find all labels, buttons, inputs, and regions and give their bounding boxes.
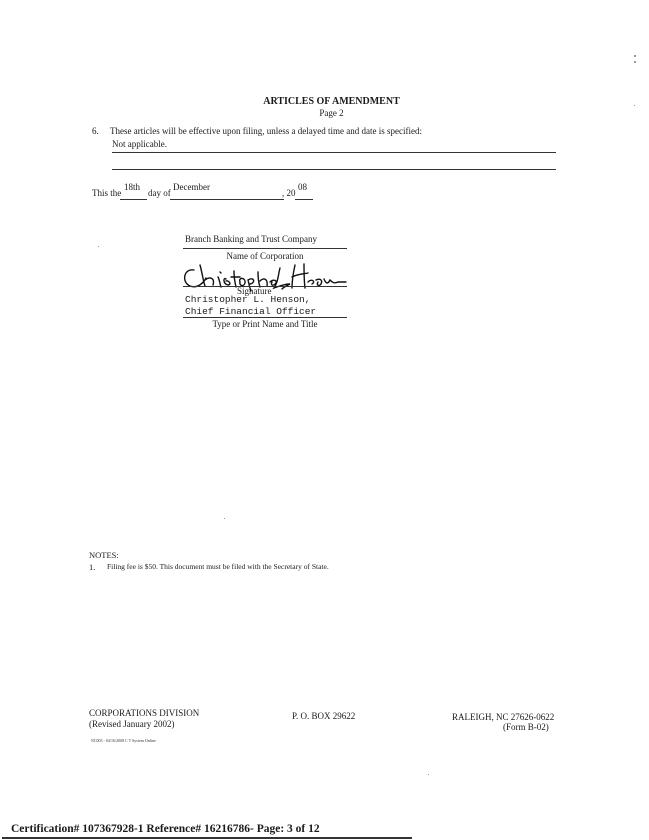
form-number: (Form B-02): [503, 722, 549, 732]
notes-item-number: 1.: [89, 562, 96, 572]
item-number: 6.: [92, 126, 99, 136]
certification-line: Certification# 107367928-1 Reference# 16216786- Page: 3 of 12: [11, 823, 320, 835]
scan-speck: [634, 105, 635, 106]
day-value: 18th: [124, 182, 141, 192]
footer-small-print: NC003 - 04/16/2008 C T System Online: [91, 738, 156, 743]
po-box: P. O. BOX 29622: [292, 711, 356, 721]
answer-line-1: [112, 152, 556, 153]
item-answer: Not applicable.: [112, 139, 167, 149]
notes-heading: NOTES:: [89, 550, 119, 560]
page-label: Page 2: [319, 108, 344, 118]
name-title-caption: Type or Print Name and Title: [212, 319, 318, 329]
day-line: [120, 199, 147, 200]
city-address: RALEIGH, NC 27626-0622: [452, 712, 555, 722]
scan-speck: [224, 518, 225, 519]
certification-underline: [2, 837, 412, 839]
scan-speck: [98, 246, 99, 247]
revised-label: (Revised January 2002): [89, 719, 175, 729]
notes-item-text: Filing fee is $50. This document must be filed with the Secretary of State.: [107, 562, 329, 571]
year-prefix: , 20: [282, 188, 296, 198]
name-title-line: [183, 317, 347, 318]
corporation-name: Branch Banking and Trust Company: [185, 234, 317, 244]
division-label: CORPORATIONS DIVISION: [89, 708, 200, 718]
answer-line-2: [112, 169, 556, 170]
signer-name: Christopher L. Henson,: [185, 294, 311, 305]
corporation-caption: Name of Corporation: [226, 251, 304, 261]
dateline-prefix: This the: [92, 188, 122, 198]
scan-speck: [634, 55, 636, 57]
scan-speck: [634, 61, 636, 63]
signature-caption: Signature: [237, 286, 272, 296]
document-title: ARTICLES OF AMENDMENT: [263, 96, 400, 107]
corporation-line: [183, 248, 347, 249]
day-label: day of: [148, 188, 171, 198]
month-line: [170, 199, 284, 200]
scan-speck: [428, 774, 429, 775]
item-text: These articles will be effective upon filing, unless a delayed time and date is specified:: [110, 126, 422, 136]
signer-title: Chief Financial Officer: [185, 306, 317, 317]
year-line: [295, 199, 313, 200]
year-value: 08: [298, 182, 307, 192]
month-value: December: [173, 182, 210, 192]
